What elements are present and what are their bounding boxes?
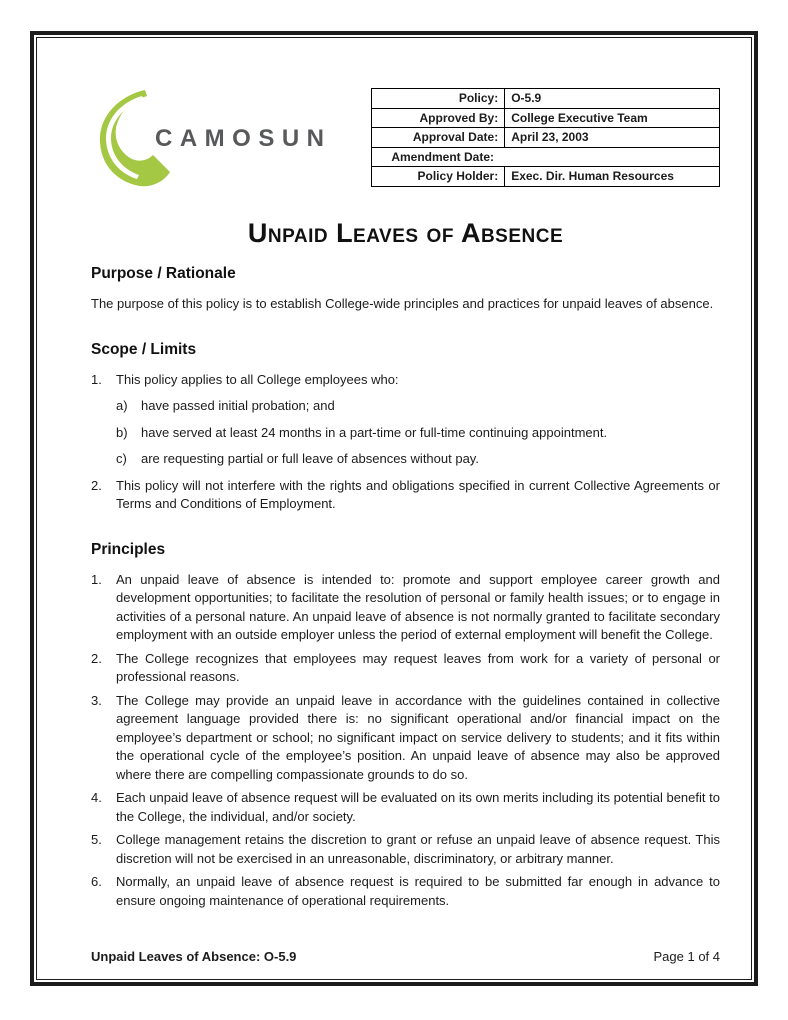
item-number: 2.: [91, 650, 102, 666]
list-item: [116, 397, 720, 416]
section-heading-purpose: Purpose / Rationale: [91, 265, 236, 282]
item-number: 4.: [91, 790, 102, 805]
item-text: have passed initial probation; and: [141, 398, 335, 413]
section-heading-principles: Principles: [91, 540, 166, 558]
list-item: [91, 789, 720, 826]
list-item: [116, 424, 720, 443]
footer-document-id: Unpaid Leaves of Absence: O-5.9: [91, 949, 297, 964]
document-header: [91, 88, 720, 188]
list-item: [91, 692, 720, 785]
table-row: [372, 89, 720, 109]
page-border: [30, 31, 758, 986]
list-item: [91, 650, 720, 687]
table-row: [372, 128, 720, 148]
item-text: are requesting partial or full leave of absences without pay.: [141, 451, 479, 466]
footer-page-number: Page 1 of 4: [653, 949, 720, 964]
camosun-logo: [91, 88, 331, 188]
camosun-logo-text: CAMOSUN: [155, 125, 331, 152]
section-heading-scope: Scope / Limits: [91, 340, 197, 358]
item-number: 2.: [91, 477, 102, 493]
item-number: 3.: [91, 692, 102, 708]
list-item: [91, 371, 720, 390]
item-text: This policy will not interfere with the rights and obligations specified in current Collective Agreements or Terms and Conditions of Employment.: [116, 477, 720, 511]
item-number: b): [116, 424, 128, 440]
item-text: College management retains the discretion to grant or refuse an unpaid leave of absence request. This discretion will not be exercised in an unreasonable, discriminatory, or arbitrary manner.: [116, 832, 720, 866]
item-text: Each unpaid leave of absence request will be evaluated on its own merits including its potential benefit to the College, the individual, and/or society.: [116, 790, 720, 824]
policy-value: College Executive Team: [505, 108, 720, 128]
policy-label: Approved By:: [372, 108, 505, 128]
policy-label: Amendment Date:: [372, 147, 720, 167]
item-number: c): [116, 451, 127, 466]
policy-info-table: [371, 88, 720, 187]
table-row: [372, 108, 720, 128]
document-title: Unpaid Leaves of Absence: [247, 218, 564, 248]
table-row: [372, 167, 720, 187]
item-text: Normally, an unpaid leave of absence request is required to be submitted far enough in advance to ensure ongoing maintenance of operational requirements.: [116, 874, 720, 908]
policy-label: Policy Holder:: [372, 167, 505, 187]
list-item: [91, 571, 720, 645]
item-number: 5.: [91, 832, 102, 847]
item-number: a): [116, 398, 128, 413]
item-text: The College may provide an unpaid leave in accordance with the guidelines contained in collective agreement language provided there is: no significant operational and/or financial impact on the employee’s department or school; no significant impact on service delivery to students; and it fits within the operational cycle of the employee’s position. An unpaid leave of absence may also be approved where there are compelling compassionate grounds to do so.: [116, 692, 720, 782]
list-item: [91, 477, 720, 514]
item-number: 1.: [91, 371, 102, 387]
list-item: [116, 450, 720, 469]
policy-value: April 23, 2003: [505, 128, 720, 148]
item-number: 1.: [91, 571, 102, 587]
policy-value: Exec. Dir. Human Resources: [505, 167, 720, 187]
item-text: This policy applies to all College employees who:: [116, 371, 399, 387]
policy-label: Approval Date:: [372, 128, 505, 148]
item-number: 6.: [91, 874, 102, 889]
page-footer: [91, 949, 720, 964]
policy-label: Policy:: [372, 89, 505, 109]
table-row: [372, 147, 720, 167]
item-text: The College recognizes that employees may request leaves from work for a variety of personal or professional reasons.: [116, 650, 720, 684]
list-item: [91, 831, 720, 868]
page-border-inner: [36, 37, 752, 980]
item-text: have served at least 24 months in a part-time or full-time continuing appointment.: [141, 424, 608, 440]
purpose-paragraph: The purpose of this policy is to establish College-wide principles and practices for unpaid leaves of absence.: [91, 296, 714, 311]
item-text: An unpaid leave of absence is intended to: promote and support employee career growth and development opportunities; to facilitate the resolution of personal or family health issues; or to engage in activities of a personal nature. An unpaid leave of absence is not normally granted to facilitate secondary employment with an outside employer unless the period of external employment will benefit the College.: [116, 571, 720, 642]
document-content: [37, 38, 751, 979]
list-item: [91, 873, 720, 910]
policy-value: O-5.9: [505, 89, 720, 109]
camosun-swoosh-icon: [91, 88, 331, 188]
